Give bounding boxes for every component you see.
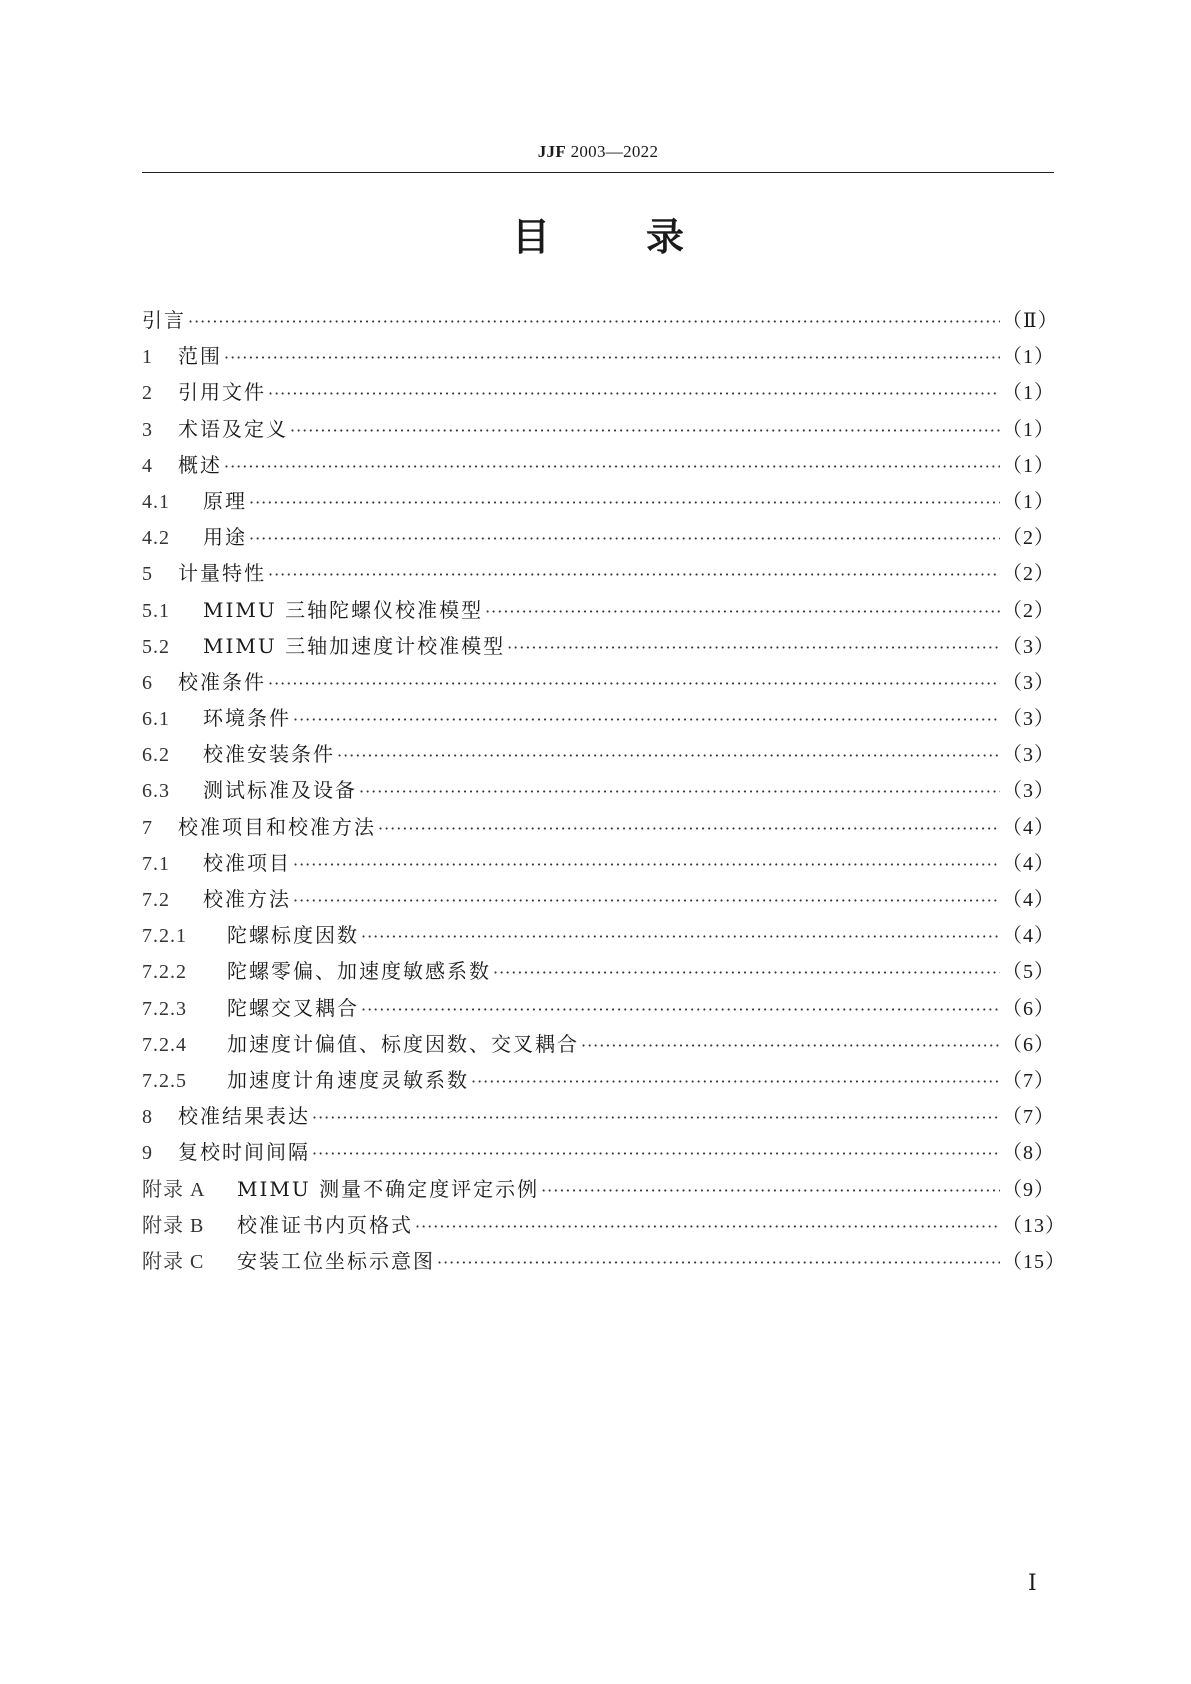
toc-entry-page: （13） (1002, 1214, 1066, 1237)
toc-entry-number: 4.1 (142, 490, 170, 513)
toc-entry-label: 引用文件 (178, 380, 266, 405)
toc-entry-label: 原理 (203, 488, 247, 513)
toc-entry-label: 校准证书内页格式 (237, 1212, 413, 1237)
toc-entry-label: 校准项目和校准方法 (178, 814, 376, 839)
toc-entry-number: 7.2.5 (142, 1069, 187, 1092)
toc-entry-label: 加速度计偏值、标度因数、交叉耦合 (227, 1031, 579, 1056)
toc-leader-dots (249, 485, 1000, 521)
toc-entry[interactable] (142, 917, 1054, 953)
toc-entry-number: 7.2 (142, 889, 170, 911)
toc-entry-page: （3） (1002, 708, 1055, 731)
toc-entry-page: （1） (1002, 454, 1055, 477)
toc-leader-dots (224, 449, 1000, 485)
toc-entry[interactable] (142, 519, 1054, 555)
toc-entry-label: 环境条件 (203, 706, 291, 731)
toc-leader-dots (415, 1209, 1000, 1245)
toc-leader-dots (359, 774, 1000, 810)
standard-number: 2003—2022 (570, 142, 659, 161)
toc-entry-label: 测试标准及设备 (203, 778, 357, 803)
toc-entry-page: （1） (1002, 490, 1055, 513)
toc-leader-dots (224, 340, 1000, 376)
toc-entry-number: 7 (142, 816, 153, 839)
toc-entry-page: （6） (1002, 997, 1055, 1020)
toc-entry-number: 5 (142, 563, 153, 586)
page-folio: Ⅰ (1028, 1570, 1037, 1595)
toc-leader-dots (188, 304, 1000, 340)
toc-leader-dots (437, 1245, 1000, 1281)
toc-leader-dots (268, 376, 1000, 412)
toc-entry-label: MIMU 三轴加速度计校准模型 (203, 633, 506, 658)
toc-entry-label: 计量特性 (178, 561, 266, 586)
standard-code: JJF (537, 142, 567, 161)
toc-entry-label: 加速度计角速度灵敏系数 (227, 1067, 469, 1092)
toc-entry[interactable] (142, 1062, 1054, 1098)
toc-entry-number: 7.2.2 (142, 961, 187, 984)
toc-leader-dots (507, 630, 1000, 666)
toc-entry-page: （2） (1002, 527, 1055, 550)
toc-entry[interactable] (142, 628, 1054, 664)
toc-entry-number: 附录 A (142, 1178, 206, 1201)
toc-entry-number: 8 (142, 1106, 153, 1129)
toc-entry-label: 校准安装条件 (203, 742, 335, 767)
toc-entry-number: 2 (142, 382, 153, 405)
toc-leader-dots (293, 883, 1000, 919)
toc-entry-label: 校准方法 (203, 887, 291, 911)
toc-leader-dots (337, 738, 1000, 774)
toc-entry-page: （3） (1002, 635, 1055, 658)
toc-entry-number: 4 (142, 454, 153, 477)
toc-entry-number: 附录 B (142, 1214, 205, 1237)
table-of-contents (142, 302, 1066, 1279)
toc-entry-page: （1） (1002, 382, 1055, 405)
toc-entry[interactable] (142, 700, 1054, 736)
toc-entry-number: 7.2.4 (142, 1033, 187, 1056)
toc-entry-page: （5） (1002, 961, 1055, 984)
toc-entry[interactable] (142, 338, 1054, 374)
toc-entry-number: 5.2 (142, 635, 170, 658)
toc-entry-page: （Ⅱ） (1002, 310, 1059, 332)
toc-leader-dots (293, 702, 1000, 738)
toc-entry[interactable] (142, 664, 1054, 700)
toc-entry-page: （3） (1002, 671, 1055, 694)
toc-entry-page: （2） (1002, 599, 1055, 622)
toc-title: 目录 (511, 215, 780, 259)
toc-entry[interactable] (142, 483, 1054, 519)
toc-entry-number: 9 (142, 1142, 153, 1165)
page-header (142, 142, 1054, 162)
toc-entry[interactable] (142, 990, 1054, 1026)
toc-entry-label: 术语及定义 (178, 416, 288, 441)
toc-entry[interactable] (142, 411, 1054, 447)
toc-entry-number: 7.2.3 (142, 997, 187, 1020)
toc-entry-page: （3） (1002, 780, 1055, 803)
toc-entry-label: 陀螺标度因数 (227, 923, 359, 948)
toc-entry-number: 附录 C (142, 1250, 205, 1273)
toc-leader-dots (361, 919, 1000, 955)
toc-entry-page: （1） (1002, 346, 1055, 369)
toc-entry-page: （4） (1002, 816, 1055, 839)
toc-entry[interactable] (142, 1098, 1054, 1134)
toc-entry-label: 校准结果表达 (178, 1104, 310, 1129)
toc-entry[interactable] (142, 772, 1054, 808)
toc-entry-label: 引言 (142, 308, 186, 332)
toc-entry[interactable] (142, 845, 1054, 881)
toc-entry-label: 复校时间间隔 (178, 1140, 310, 1165)
toc-entry[interactable] (142, 809, 1054, 845)
toc-entry-page: （4） (1002, 925, 1055, 948)
toc-entry[interactable] (142, 1171, 1054, 1207)
toc-entry[interactable] (142, 555, 1054, 591)
toc-entry-number: 6.3 (142, 780, 170, 803)
toc-leader-dots (541, 1173, 1000, 1209)
toc-entry-label: 陀螺零偏、加速度敏感系数 (227, 959, 491, 984)
toc-leader-dots (268, 557, 1000, 593)
toc-leader-dots (378, 811, 1000, 847)
toc-entry-page: （6） (1002, 1033, 1055, 1056)
toc-leader-dots (361, 992, 1000, 1028)
toc-entry-page: （3） (1002, 744, 1055, 767)
toc-entry-label: MIMU 三轴陀螺仪校准模型 (203, 597, 484, 622)
toc-entry-number: 5.1 (142, 599, 170, 622)
toc-entry-number: 6.2 (142, 744, 170, 767)
toc-entry-label: MIMU 测量不确定度评定示例 (237, 1176, 540, 1201)
toc-leader-dots (581, 1028, 1000, 1064)
toc-entry-number: 3 (142, 418, 153, 441)
toc-entry-page: （2） (1002, 563, 1055, 586)
toc-leader-dots (293, 847, 1000, 883)
toc-entry[interactable] (142, 302, 1059, 338)
toc-entry-page: （9） (1002, 1178, 1055, 1201)
toc-entry-page: （4） (1002, 852, 1055, 875)
toc-entry[interactable] (142, 374, 1054, 410)
toc-entry-page: （1） (1002, 418, 1055, 441)
toc-leader-dots (249, 521, 1000, 557)
toc-entry-number: 7.2.1 (142, 925, 187, 948)
toc-entry-label: 范围 (178, 344, 222, 369)
toc-entry[interactable] (142, 1134, 1054, 1170)
toc-entry-number: 7.1 (142, 852, 170, 875)
header-rule (142, 172, 1054, 173)
toc-entry[interactable] (142, 881, 1054, 917)
toc-entry-label: 校准条件 (178, 669, 266, 694)
toc-leader-dots (268, 666, 1000, 702)
toc-entry-page: （8） (1002, 1142, 1055, 1165)
toc-entry-label: 用途 (203, 525, 247, 550)
toc-entry-label: 安装工位坐标示意图 (237, 1248, 435, 1273)
toc-entry[interactable] (142, 1243, 1066, 1279)
toc-leader-dots (485, 594, 1000, 630)
toc-entry-label: 陀螺交叉耦合 (227, 995, 359, 1020)
toc-entry[interactable] (142, 736, 1054, 772)
toc-entry-number: 4.2 (142, 527, 170, 550)
toc-leader-dots (471, 1064, 1000, 1100)
toc-leader-dots (290, 413, 1000, 449)
toc-entry-page: （4） (1002, 889, 1055, 911)
toc-entry[interactable] (142, 953, 1054, 989)
toc-entry[interactable] (142, 1207, 1066, 1243)
toc-entry-number: 6.1 (142, 708, 170, 731)
toc-entry[interactable] (142, 447, 1054, 483)
toc-entry-page: （7） (1002, 1106, 1055, 1129)
toc-entry-number: 1 (142, 346, 153, 369)
toc-leader-dots (493, 955, 1000, 991)
toc-entry-label: 概述 (178, 452, 222, 477)
toc-entry[interactable] (142, 1026, 1054, 1062)
toc-entry-label: 校准项目 (203, 850, 291, 875)
toc-entry[interactable] (142, 592, 1054, 628)
toc-entry-number: 6 (142, 671, 153, 694)
toc-entry-page: （7） (1002, 1069, 1055, 1092)
toc-entry-page: （15） (1002, 1250, 1066, 1273)
toc-leader-dots (312, 1136, 1000, 1172)
toc-leader-dots (312, 1100, 1000, 1136)
